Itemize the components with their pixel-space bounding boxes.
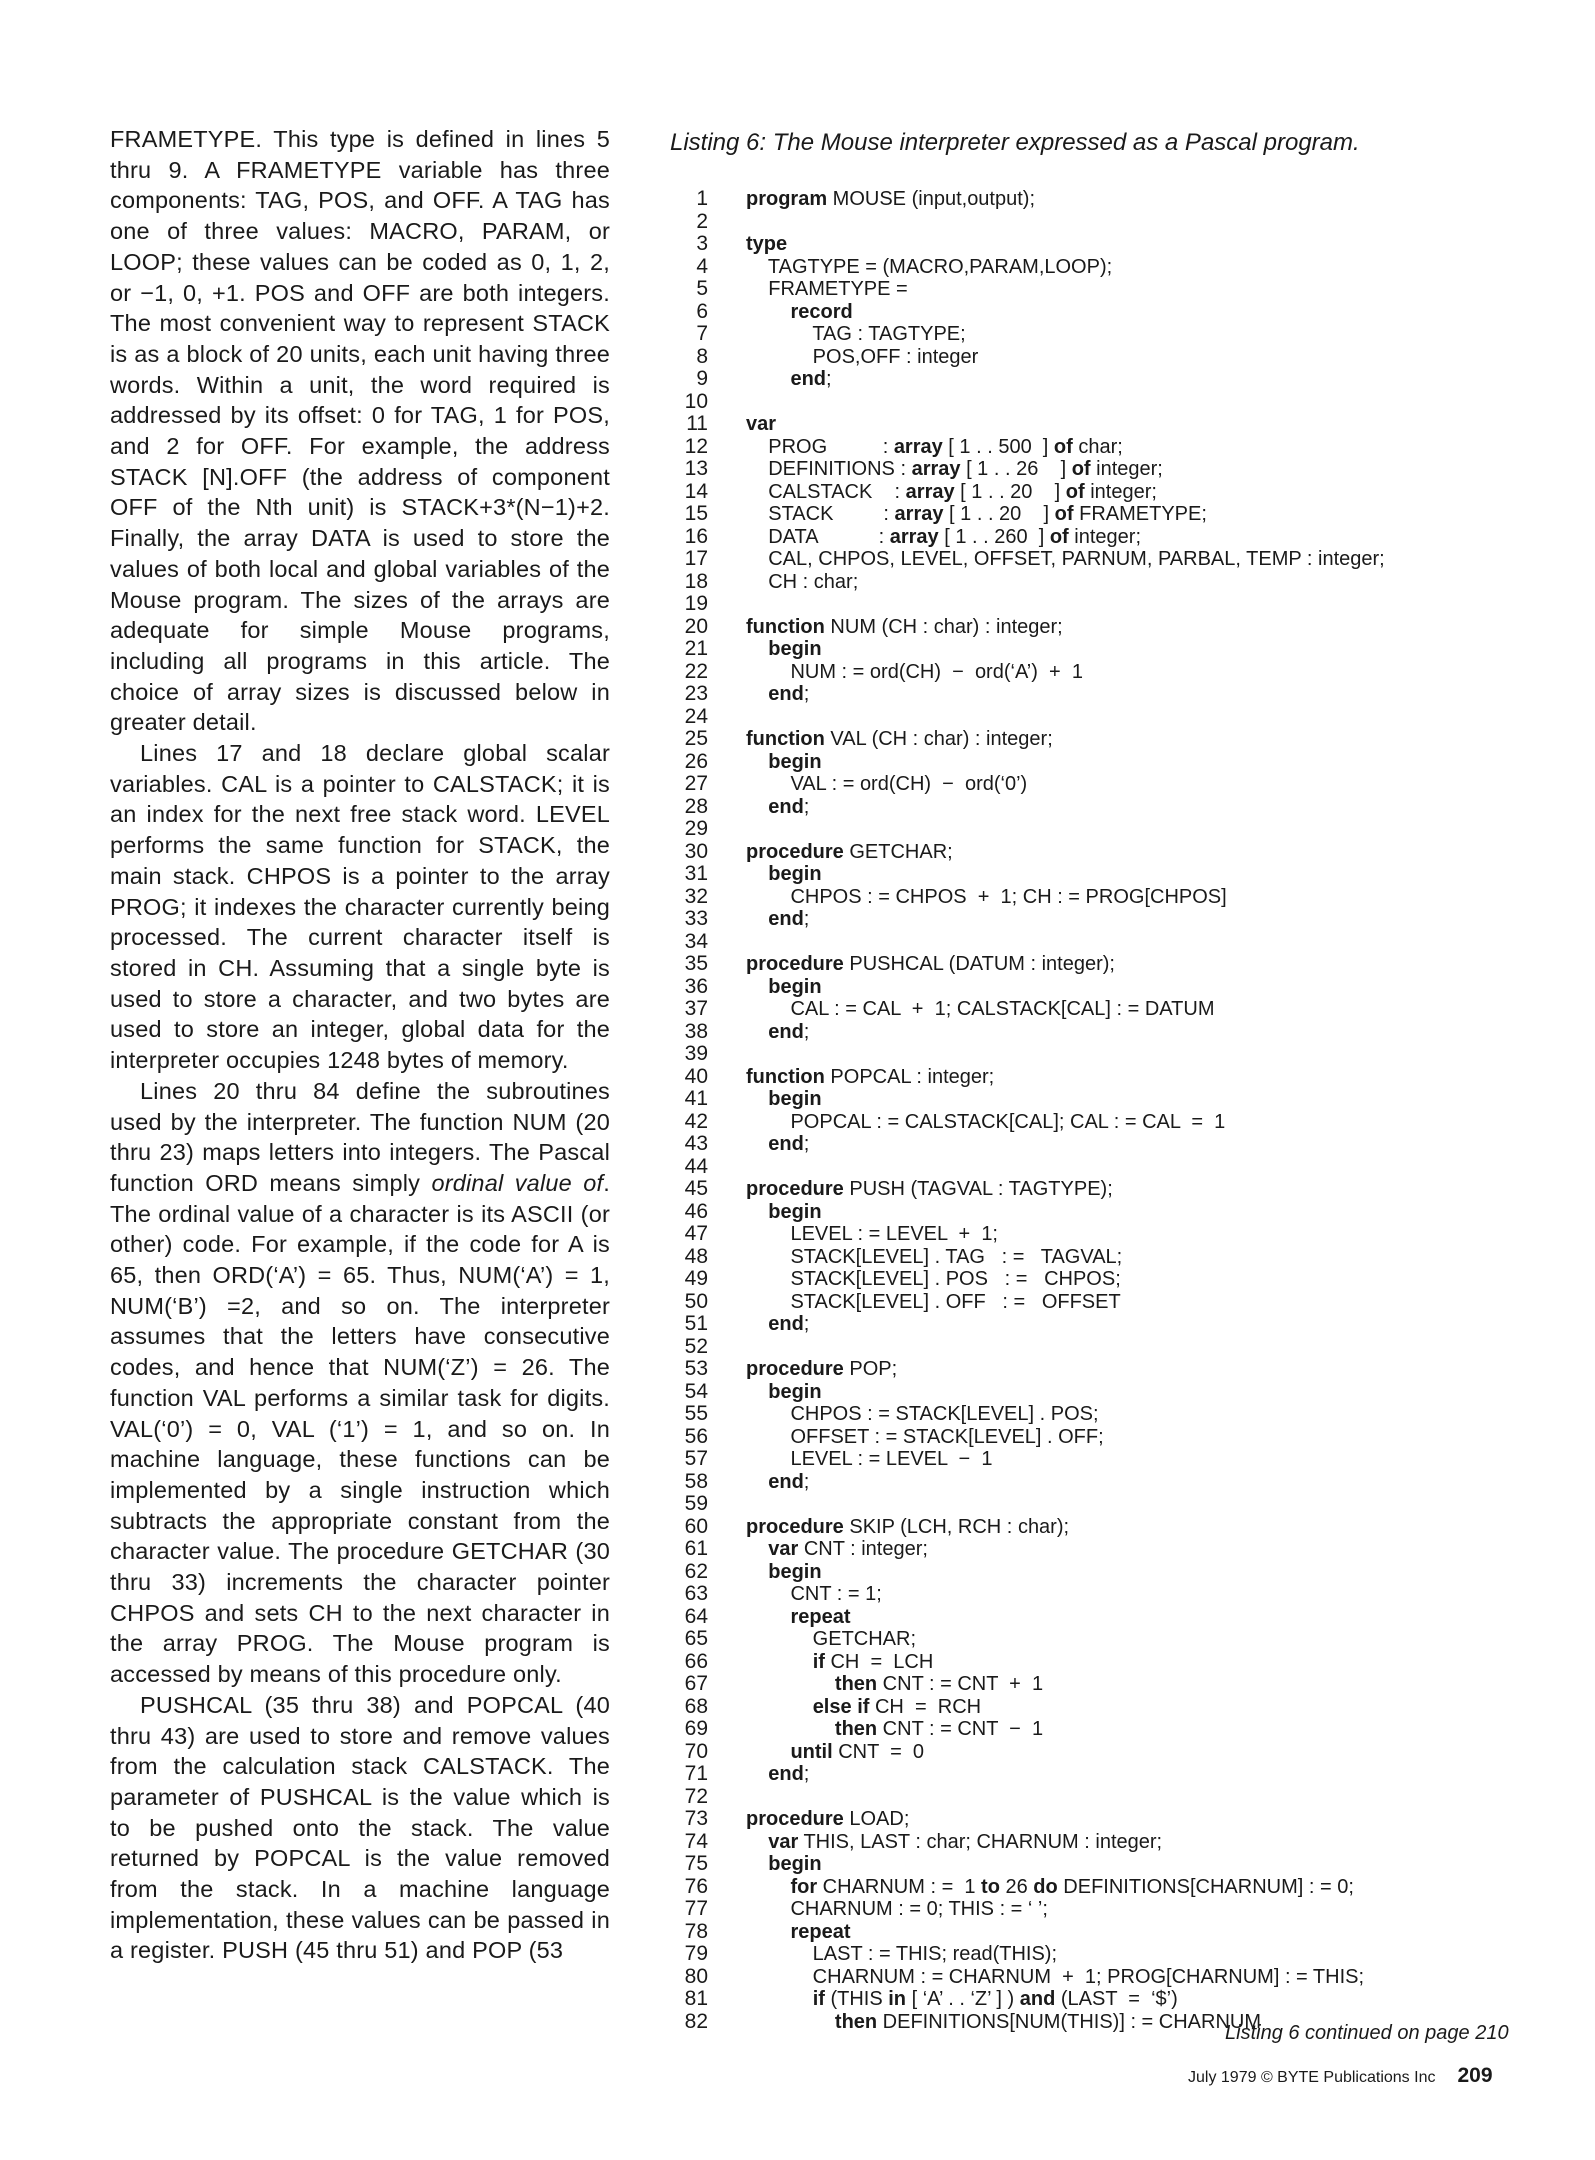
line-number: 53	[684, 1357, 708, 1380]
code-text: type	[746, 233, 788, 255]
line-number: 66	[684, 1649, 708, 1673]
code-line	[660, 908, 1540, 931]
line-number: 14	[684, 479, 708, 503]
code-line	[660, 1561, 1540, 1584]
code-text: then CNT : = CNT − 1	[834, 1718, 1044, 1740]
line-number: 35	[684, 952, 708, 975]
code-text: end;	[768, 1313, 810, 1335]
line-number: 46	[684, 1199, 708, 1223]
line-number: 44	[684, 1154, 708, 1178]
code-text: begin	[768, 975, 822, 998]
code-text: repeat	[790, 1605, 851, 1628]
code-text	[708, 1156, 746, 1179]
code-line	[660, 1538, 1540, 1561]
line-number: 49	[684, 1267, 708, 1290]
code-line	[660, 1111, 1540, 1134]
code-text: if CH = LCH	[812, 1650, 934, 1673]
code-text	[708, 1786, 746, 1809]
listing-caption: Listing 6: The Mouse interpreter expressed as a Pascal program.	[670, 129, 1360, 156]
code-line	[660, 503, 1540, 526]
page-footer	[1188, 2064, 1493, 2088]
code-line	[660, 1291, 1540, 1314]
line-number: 79	[684, 1942, 708, 1965]
code-line	[660, 256, 1540, 279]
code-line	[660, 1448, 1540, 1471]
code-line	[660, 1426, 1540, 1449]
code-line	[660, 1583, 1540, 1606]
line-number: 47	[684, 1222, 708, 1245]
line-number: 42	[684, 1109, 708, 1133]
line-number: 34	[684, 929, 708, 953]
code-listing	[660, 188, 1540, 2033]
line-number: 23	[684, 682, 708, 705]
code-line	[660, 571, 1540, 594]
line-number: 31	[684, 862, 708, 885]
code-line	[660, 233, 1540, 256]
code-line	[660, 1043, 1540, 1066]
code-line	[660, 188, 1540, 211]
code-text: procedure PUSHCAL (DATUM : integer);	[746, 953, 1115, 975]
code-line	[660, 683, 1540, 706]
code-line	[660, 1606, 1540, 1629]
code-text: end;	[790, 368, 832, 390]
code-text: procedure PUSH (TAGVAL : TAGTYPE);	[746, 1178, 1113, 1200]
code-text: then CNT : = CNT + 1	[834, 1673, 1044, 1695]
code-line	[660, 1066, 1540, 1089]
code-line	[660, 1763, 1540, 1786]
line-number: 74	[684, 1829, 708, 1853]
line-number: 30	[684, 839, 708, 863]
code-line	[660, 1381, 1540, 1404]
footer-credit: July 1979 © BYTE Publications Inc	[1188, 2069, 1436, 2086]
code-line	[660, 1876, 1540, 1899]
code-line	[660, 1988, 1540, 2011]
line-number: 5	[696, 277, 708, 300]
line-number: 38	[684, 1019, 708, 1043]
code-line	[660, 301, 1540, 324]
code-line	[660, 1628, 1540, 1651]
code-line	[660, 278, 1540, 301]
code-text: end;	[768, 908, 810, 930]
code-text: VAL : = ord(CH) − ord(‘0’)	[746, 773, 1028, 795]
line-number: 27	[684, 772, 708, 795]
line-number: 61	[684, 1537, 708, 1560]
code-text: POPCAL : = CALSTACK[CAL]; CAL : = CAL = 1	[746, 1110, 1226, 1133]
line-number: 15	[684, 502, 708, 525]
code-text: FRAMETYPE =	[746, 278, 908, 300]
paragraph-3-part-a: Lines 20 thru 84 define the subroutines used by the interpreter. The function NUM (20 thru 23) maps letters into integers. The Pascal function ORD means simply	[110, 1077, 610, 1196]
code-text: LEVEL : = LEVEL − 1	[746, 1448, 993, 1470]
code-text: else if CH = RCH	[812, 1695, 982, 1718]
code-text: CALSTACK : array [ 1 . . 20 ] of integer;	[746, 480, 1157, 503]
code-text: begin	[768, 1088, 822, 1110]
line-number: 62	[684, 1559, 708, 1583]
code-text: procedure GETCHAR;	[746, 840, 953, 863]
code-text: end;	[768, 683, 810, 705]
line-number: 76	[684, 1874, 708, 1898]
code-line	[660, 863, 1540, 886]
line-number: 1	[696, 187, 708, 210]
code-line	[660, 661, 1540, 684]
code-text	[708, 1043, 746, 1066]
line-number: 60	[684, 1514, 708, 1538]
code-line	[660, 211, 1540, 234]
code-line	[660, 1471, 1540, 1494]
code-text: CNT : = 1;	[746, 1583, 882, 1605]
code-text: for CHARNUM : = 1 to 26 do DEFINITIONS[CHARNUM] : = 0;	[790, 1875, 1354, 1898]
line-number: 57	[684, 1447, 708, 1470]
code-text	[708, 706, 746, 729]
line-number: 82	[684, 2009, 708, 2033]
line-number: 37	[684, 997, 708, 1020]
line-number: 72	[684, 1784, 708, 1808]
line-number: 45	[684, 1177, 708, 1200]
code-line	[660, 886, 1540, 909]
code-line	[660, 1921, 1540, 1944]
code-text	[708, 818, 746, 841]
code-text: begin	[768, 750, 822, 773]
paragraph-3	[110, 1076, 610, 1690]
code-text: OFFSET : = STACK[LEVEL] . OFF;	[746, 1425, 1104, 1448]
code-text: end;	[768, 795, 810, 818]
emphasis-ordinal-value: ordinal value of	[431, 1169, 604, 1196]
line-number: 52	[684, 1334, 708, 1358]
line-number: 19	[684, 592, 708, 615]
line-number: 16	[684, 524, 708, 548]
code-text	[708, 1493, 746, 1516]
code-text: TAG : TAGTYPE;	[746, 323, 966, 345]
code-line	[660, 391, 1540, 414]
code-text: STACK[LEVEL] . OFF : = OFFSET	[746, 1290, 1121, 1313]
code-line	[660, 1336, 1540, 1359]
code-text: var CNT : integer;	[768, 1538, 928, 1560]
code-line	[660, 481, 1540, 504]
code-line	[660, 841, 1540, 864]
code-text: program MOUSE (input,output);	[746, 188, 1036, 210]
line-number: 55	[684, 1402, 708, 1425]
code-text: then DEFINITIONS[NUM(THIS)] : = CHARNUM	[834, 2010, 1262, 2033]
code-line	[660, 458, 1540, 481]
code-line	[660, 818, 1540, 841]
line-number: 63	[684, 1582, 708, 1605]
line-number: 68	[684, 1694, 708, 1718]
code-line	[660, 1178, 1540, 1201]
code-line	[660, 1493, 1540, 1516]
code-text: record	[790, 300, 853, 323]
line-number: 21	[684, 637, 708, 660]
code-text: function POPCAL : integer;	[746, 1065, 995, 1088]
line-number: 54	[684, 1379, 708, 1403]
code-text: begin	[768, 1200, 822, 1223]
code-line	[660, 1651, 1540, 1674]
code-line	[660, 1516, 1540, 1539]
code-text: end;	[768, 1470, 810, 1493]
code-text: DEFINITIONS : array [ 1 . . 26 ] of integer;	[746, 458, 1163, 480]
code-text: CHARNUM : = 0; THIS : = ‘ ’;	[746, 1898, 1048, 1920]
line-number: 65	[684, 1627, 708, 1650]
code-text: begin	[768, 638, 822, 660]
line-number: 33	[684, 907, 708, 930]
code-text: begin	[768, 1560, 822, 1583]
line-number: 18	[684, 569, 708, 593]
code-text: PROG : array [ 1 . . 500 ] of char;	[746, 435, 1123, 458]
code-text	[708, 593, 746, 616]
code-line	[660, 1268, 1540, 1291]
code-line	[660, 1358, 1540, 1381]
code-line	[660, 1696, 1540, 1719]
paragraph-2: Lines 17 and 18 declare global scalar variables. CAL is a pointer to CALSTACK; it is an index for the next free stack word. LEVEL performs the same function for STACK, the main stack. CHPOS is a pointer to the array PROG; it indexes the character currently being processed. The current character itself is stored in CH. Assuming that a single byte is used to store a character, and two bytes are used to store an integer, global data for the interpreter occupies 1248 bytes of memory.	[110, 740, 610, 1074]
line-number: 39	[684, 1042, 708, 1065]
code-line	[660, 1313, 1540, 1336]
listing-continued-note: Listing 6 continued on page 210	[1225, 2022, 1509, 2044]
line-number: 17	[684, 547, 708, 570]
code-text: begin	[768, 863, 822, 885]
code-text: until CNT = 0	[790, 1740, 924, 1763]
code-line	[660, 1943, 1540, 1966]
code-text: POS,OFF : integer	[746, 345, 979, 368]
code-text: function VAL (CH : char) : integer;	[746, 728, 1053, 750]
line-number: 3	[696, 232, 708, 255]
line-number: 20	[684, 614, 708, 638]
code-text	[708, 391, 746, 414]
code-line	[660, 1133, 1540, 1156]
code-line	[660, 1718, 1540, 1741]
code-text: end;	[768, 1763, 810, 1785]
code-text: procedure SKIP (LCH, RCH : char);	[746, 1515, 1070, 1538]
line-number: 80	[684, 1964, 708, 1988]
code-text: end;	[768, 1133, 810, 1155]
paragraph-1: FRAMETYPE. This type is defined in lines 5 thru 9. A FRAMETYPE variable has three components: TAG, POS, and OFF. A TAG has one of three values: MACRO, PARAM, or LOOP; these values can be coded as 0, 1, 2, or −1, 0, +1. POS and OFF are both integers. The most convenient way to represent STACK is as a block of 20 units, each unit having three words. Within a unit, the word required is addressed by its offset: 0 for TAG, 1 for POS, and 2 for OFF. For example, the address STACK [N].OFF (the address of component OFF of the Nth unit) is STACK+3*(N−1)+2. Finally, the array DATA is used to store the values of both local and global variables of the Mouse program. The sizes of the arrays are adequate for simple Mouse programs, including all programs in this article. The choice of array sizes is discussed below in greater detail.	[110, 126, 610, 736]
code-text: LEVEL : = LEVEL + 1;	[746, 1223, 998, 1245]
line-number: 51	[684, 1312, 708, 1335]
code-line	[660, 593, 1540, 616]
code-line	[660, 1741, 1540, 1764]
code-line	[660, 1831, 1540, 1854]
code-line	[660, 728, 1540, 751]
code-line	[660, 323, 1540, 346]
code-line	[660, 413, 1540, 436]
line-number: 8	[696, 344, 708, 368]
code-line	[660, 1223, 1540, 1246]
line-number: 71	[684, 1762, 708, 1785]
line-number: 36	[684, 974, 708, 998]
code-line	[660, 1403, 1540, 1426]
code-text: CAL : = CAL + 1; CALSTACK[CAL] : = DATUM	[746, 998, 1215, 1020]
code-line	[660, 548, 1540, 571]
line-number: 81	[684, 1987, 708, 2010]
code-text: CH : char;	[746, 570, 859, 593]
code-line	[660, 616, 1540, 639]
code-line	[660, 436, 1540, 459]
code-line	[660, 1673, 1540, 1696]
code-text: begin	[768, 1380, 822, 1403]
code-text: CAL, CHPOS, LEVEL, OFFSET, PARNUM, PARBAL, TEMP : integer;	[746, 548, 1385, 570]
line-number: 58	[684, 1469, 708, 1493]
article-body	[110, 124, 610, 1966]
code-line	[660, 773, 1540, 796]
line-number: 69	[684, 1717, 708, 1740]
line-number: 56	[684, 1424, 708, 1448]
code-line	[660, 1201, 1540, 1224]
code-line	[660, 953, 1540, 976]
code-text: begin	[768, 1853, 822, 1875]
line-number: 78	[684, 1919, 708, 1943]
line-number: 26	[684, 749, 708, 773]
code-text: var	[746, 413, 777, 435]
line-number: 24	[684, 704, 708, 728]
line-number: 64	[684, 1604, 708, 1628]
code-line	[660, 368, 1540, 391]
line-number: 48	[684, 1244, 708, 1268]
code-line	[660, 1088, 1540, 1111]
code-line	[660, 1898, 1540, 1921]
code-line	[660, 998, 1540, 1021]
line-number: 13	[684, 457, 708, 480]
line-number: 7	[696, 322, 708, 345]
code-text: procedure LOAD;	[746, 1808, 910, 1830]
code-line	[660, 1156, 1540, 1179]
code-line	[660, 1808, 1540, 1831]
code-line	[660, 706, 1540, 729]
line-number: 75	[684, 1852, 708, 1875]
line-number: 4	[696, 254, 708, 278]
code-text: DATA : array [ 1 . . 260 ] of integer;	[746, 525, 1142, 548]
code-text: GETCHAR;	[746, 1628, 917, 1650]
code-text: CHARNUM : = CHARNUM + 1; PROG[CHARNUM] : = THIS;	[746, 1965, 1365, 1988]
code-text	[708, 931, 746, 954]
line-number: 2	[696, 209, 708, 233]
line-number: 43	[684, 1132, 708, 1155]
line-number: 59	[684, 1492, 708, 1515]
code-text: end;	[768, 1020, 810, 1043]
paragraph-3-part-b: . The ordinal value of a character is its ASCII (or other) code. For example, if the code for A is 65, then ORD(‘A’) = 65. Thus, NUM(‘A’) = 1, NUM(‘B’) =2, and so on. The interpreter assumes that the letters have consecutive codes, and hence that NUM(‘Z’) = 26. The function VAL performs a similar task for digits. VAL(‘0’) = 0, VAL (‘1’) = 1, and so on. In machine language, these functions can be implemented by a single instruction which subtracts the appropriate constant from the character value. The procedure GETCHAR (30 thru 33) increments the character pointer CHPOS and sets CH to the next character in the array PROG. The Mouse program is accessed by means of this procedure only.	[110, 1169, 610, 1688]
line-number: 29	[684, 817, 708, 840]
code-text: CHPOS : = CHPOS + 1; CH : = PROG[CHPOS]	[746, 885, 1227, 908]
line-number: 67	[684, 1672, 708, 1695]
line-number: 70	[684, 1739, 708, 1763]
line-number: 10	[684, 389, 708, 413]
code-line	[660, 976, 1540, 999]
code-line	[660, 751, 1540, 774]
code-text: STACK[LEVEL] . TAG : = TAGVAL;	[746, 1245, 1123, 1268]
line-number: 40	[684, 1064, 708, 1088]
code-line	[660, 796, 1540, 819]
line-number: 41	[684, 1087, 708, 1110]
code-text: CHPOS : = STACK[LEVEL] . POS;	[746, 1403, 1099, 1425]
code-line	[660, 1021, 1540, 1044]
page-number: 209	[1457, 2064, 1493, 2087]
code-text: LAST : = THIS; read(THIS);	[746, 1943, 1058, 1965]
line-number: 32	[684, 884, 708, 908]
line-number: 25	[684, 727, 708, 750]
line-number: 50	[684, 1289, 708, 1313]
code-text: STACK[LEVEL] . POS : = CHPOS;	[746, 1268, 1121, 1290]
paragraph-4: PUSHCAL (35 thru 38) and POPCAL (40 thru 43) are used to store and remove values from the calculation stack CALSTACK. The parameter of PUSHCAL is the value which is to be pushed onto the stack. The value returned by POPCAL is the value removed from the stack. In a machine language implementation, these values can be passed in a register. PUSH (45 thru 51) and POP (53	[110, 1691, 610, 1964]
code-line	[660, 1246, 1540, 1269]
code-text: NUM : = ord(CH) − ord(‘A’) + 1	[746, 660, 1083, 683]
code-line	[660, 1853, 1540, 1876]
line-number: 11	[686, 412, 708, 435]
line-number: 9	[696, 367, 708, 390]
code-text	[708, 211, 746, 234]
code-line	[660, 638, 1540, 661]
code-text: function NUM (CH : char) : integer;	[746, 615, 1063, 638]
line-number: 12	[684, 434, 708, 458]
code-text: STACK : array [ 1 . . 20 ] of FRAMETYPE;	[746, 503, 1207, 525]
code-text: if (THIS in [ ‘A’ . . ‘Z’ ] ) and (LAST = ‘$’)	[812, 1988, 1178, 2010]
code-line	[660, 931, 1540, 954]
line-number: 22	[684, 659, 708, 683]
code-line	[660, 1786, 1540, 1809]
code-line	[660, 346, 1540, 369]
code-line	[660, 526, 1540, 549]
line-number: 28	[684, 794, 708, 818]
line-number: 6	[696, 299, 708, 323]
line-number: 77	[684, 1897, 708, 1920]
code-text: repeat	[790, 1920, 851, 1943]
line-number: 73	[684, 1807, 708, 1830]
code-text: procedure POP;	[746, 1358, 898, 1380]
code-text: var THIS, LAST : char; CHARNUM : integer;	[768, 1830, 1163, 1853]
code-text	[708, 1336, 746, 1359]
code-text: TAGTYPE = (MACRO,PARAM,LOOP);	[746, 255, 1113, 278]
code-line	[660, 1966, 1540, 1989]
